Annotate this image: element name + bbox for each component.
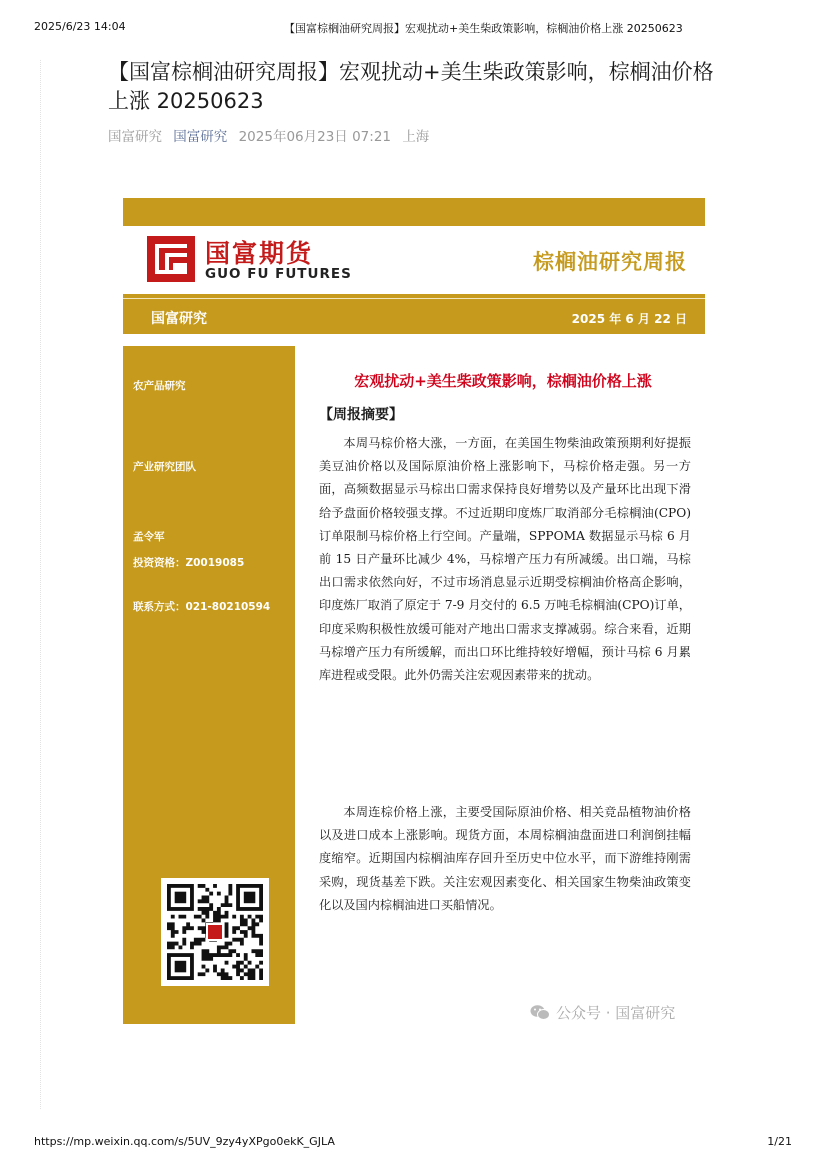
article-author: 国富研究	[108, 129, 162, 145]
print-timestamp: 2025/6/23 14:04	[34, 20, 126, 33]
wechat-source-text: 公众号 · 国富研究	[556, 1004, 676, 1022]
sidebar-category: 农产品研究	[133, 380, 186, 392]
report-cover-image	[123, 198, 705, 1024]
article-title: 【国富棕榈油研究周报】宏观扰动+美生柴政策影响，棕榈油价格上涨 20250623	[108, 60, 714, 113]
report-sidebar	[123, 346, 295, 1024]
report-header	[123, 226, 705, 294]
page-edge-guide	[40, 60, 41, 1109]
sidebar-license: 投资资格：Z0019085	[133, 557, 245, 569]
report-department: 国富研究	[151, 311, 207, 327]
report-type: 棕榈油研究周报	[533, 249, 687, 274]
sidebar-contact: 联系方式：021-80210594	[133, 601, 271, 613]
company-name-cn: 国富期货	[205, 239, 314, 268]
summary-paragraph: 本周马棕价格大涨，一方面，在美国生物柴油政策预期利好提振美豆油价格以及国际原油价格上涨影响下，马棕价格走强。另一方面，高频数据显示马棕出口需求保持良好增势以及产量环比出现下滑给予盘面价格较强支撑。不过近期印度炼厂取消部分毛棕榈油(CPO)订单限制马棕价格上行空间。产量端，SPPOMA 数据显示马棕 6 月前 15 日产量环比减少 4%，马棕增产压力有所减缓。出口端，马棕出口需求依然向好，不过市场消息显示近期受棕榈油价格高企影响，印度炼厂取消了原定于 7-9 月交付的 6.5 万吨毛棕榈油(CPO)订单，印度采购积极性放缓可能对产地出口需求支撑减弱。综合来看，近期马棕增产压力有所缓解，而出口环比维持较好增幅，预计马棕 6 月累库进程或受限。此外仍需关注宏观因素带来的扰动。	[319, 436, 691, 683]
publish-location: 上海	[402, 129, 430, 145]
summary-heading: 【周报摘要】	[319, 407, 403, 423]
report-headline: 宏观扰动+美生柴政策影响，棕榈油价格上涨	[354, 372, 652, 390]
company-name-en: GUO FU FUTURES	[205, 266, 352, 282]
report-date: 2025 年 6 月 22 日	[571, 312, 687, 326]
sidebar-analyst: 孟令军	[133, 531, 165, 543]
wechat-icon	[530, 1004, 550, 1025]
report-band	[123, 294, 705, 334]
report-top-bar	[123, 198, 705, 226]
article-meta	[108, 125, 436, 145]
qr-code-icon	[161, 878, 269, 986]
print-page-number: 1/21	[767, 1135, 792, 1148]
summary-paragraph: 本周连棕价格上涨，主要受国际原油价格、相关竞品植物油价格以及进口成本上涨影响。现货方面，本周棕榈油盘面进口利润倒挂幅度缩窄。近期国内棕榈油库存回升至历史中位水平，而下游维持刚需采购，现货基差下跌。关注宏观因素变化、相关国家生物柴油政策变化以及国内棕榈油进口买船情况。	[319, 805, 691, 912]
account-name-link[interactable]: 国富研究	[173, 129, 228, 145]
publish-datetime: 2025年06月23日 07:21	[238, 129, 392, 145]
print-header	[34, 20, 792, 36]
print-page-title: 【国富棕榈油研究周报】宏观扰动+美生柴政策影响，棕榈油价格上涨 20250623	[284, 22, 683, 35]
print-url: https://mp.weixin.qq.com/s/5UV_9zy4yXPgo0ekK_GJLA	[34, 1135, 335, 1148]
sidebar-team: 产业研究团队	[133, 461, 196, 473]
company-logo-icon	[147, 236, 195, 282]
wechat-source-watermark	[530, 1002, 675, 1025]
print-footer	[34, 1135, 792, 1151]
